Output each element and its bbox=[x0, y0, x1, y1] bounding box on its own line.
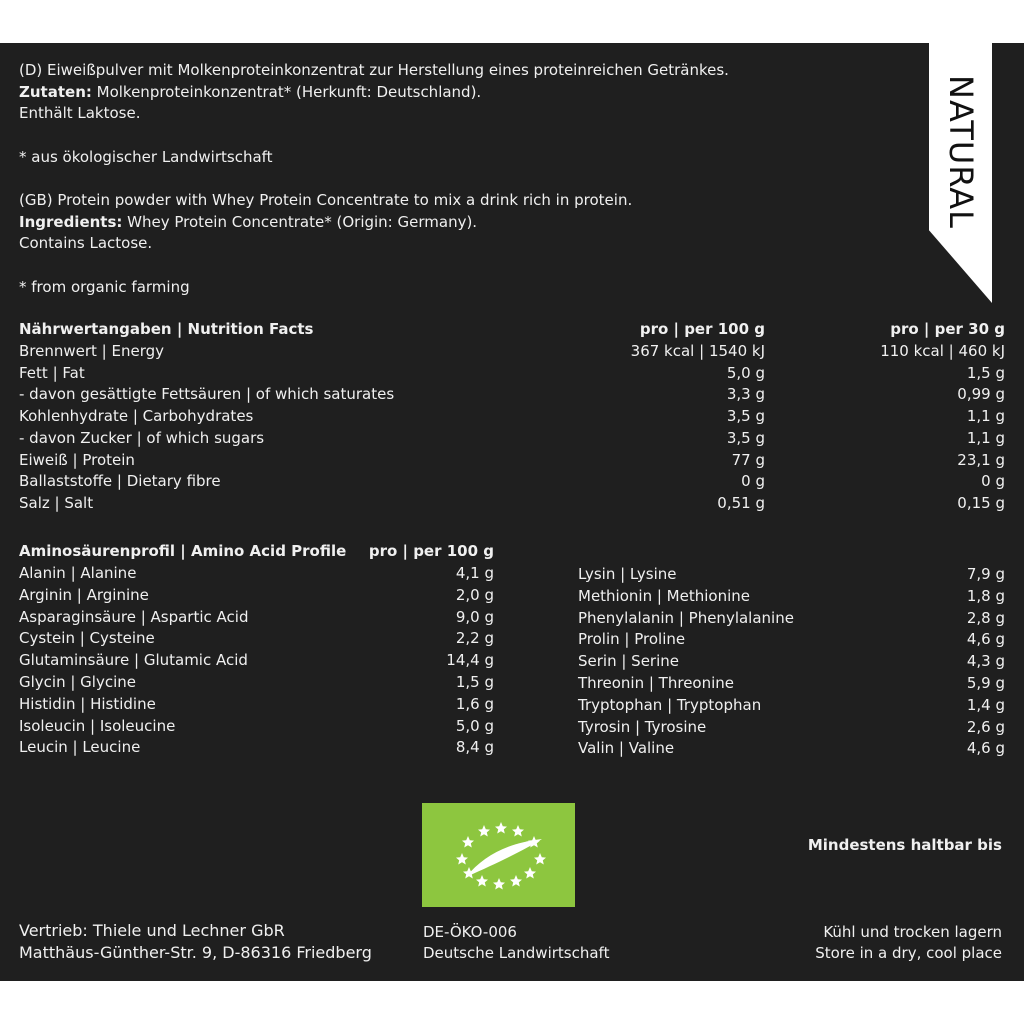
amino-row-label: Leucin | Leucine bbox=[19, 738, 141, 757]
de-ingredients-text: Molkenproteinkonzentrat* (Herkunft: Deutschland). bbox=[91, 83, 482, 101]
best-before-label: Mindestens haltbar bis bbox=[807, 836, 1002, 854]
gb-description: (GB) Protein powder with Whey Protein Concentrate to mix a drink rich in protein. bbox=[19, 191, 633, 209]
amino-row-value: 14,4 g bbox=[446, 651, 494, 670]
amino-row-value: 4,6 g bbox=[966, 739, 1005, 758]
amino-row-label: Arginin | Arginine bbox=[19, 585, 149, 604]
nutrition-row-label: Eiweiß | Protein bbox=[19, 450, 135, 469]
nutrition-row-per100: 3,5 g bbox=[726, 407, 765, 426]
amino-row-label: Tryptophan | Tryptophan bbox=[578, 695, 762, 714]
amino-row-value: 4,6 g bbox=[966, 630, 1005, 649]
amino-row-label: Methionin | Methionine bbox=[578, 586, 750, 605]
eco-origin: Deutsche Landwirtschaft bbox=[423, 944, 610, 962]
nutrition-row-per30: 23,1 g bbox=[957, 450, 1005, 469]
amino-row-value: 1,8 g bbox=[966, 586, 1005, 605]
eu-organic-logo bbox=[422, 803, 575, 907]
amino-row-value: 7,9 g bbox=[966, 565, 1005, 583]
nutrition-row bbox=[19, 427, 1005, 449]
amino-row bbox=[578, 672, 1005, 694]
amino-row-label: Histidin | Histidine bbox=[19, 694, 156, 713]
amino-row-value: 1,5 g bbox=[455, 673, 494, 691]
amino-row bbox=[578, 694, 1005, 716]
gb-ingredients-text: Whey Protein Concentrate* (Origin: Germany). bbox=[122, 213, 478, 231]
nutrition-header-per100: pro | per 100 g bbox=[639, 320, 765, 338]
amino-row bbox=[578, 737, 1005, 759]
amino-row-value: 2,0 g bbox=[455, 585, 494, 604]
nutrition-row bbox=[19, 470, 1005, 492]
nutrition-row-per30: 1,5 g bbox=[966, 363, 1005, 382]
amino-row-label: Cystein | Cysteine bbox=[19, 629, 155, 648]
amino-row bbox=[578, 585, 1005, 607]
amino-row-label: Valin | Valine bbox=[578, 739, 675, 758]
eco-control-code: DE-ÖKO-006 bbox=[423, 923, 517, 941]
amino-row-label: Isoleucin | Isoleucine bbox=[19, 716, 176, 735]
nutrition-row-label: Brennwert | Energy bbox=[19, 342, 165, 360]
gb-ingredients-label: Ingredients: bbox=[19, 213, 123, 231]
eu-organic-leaf-icon bbox=[422, 803, 575, 907]
nutrition-row-per30: 1,1 g bbox=[966, 428, 1005, 447]
nutrition-row-label: - davon Zucker | of which sugars bbox=[19, 428, 265, 447]
de-organic-note: * aus ökologischer Landwirtschaft bbox=[19, 148, 273, 166]
nutrition-header-per30: pro | per 30 g bbox=[890, 320, 1005, 338]
amino-row-label: Glutaminsäure | Glutamic Acid bbox=[19, 651, 248, 670]
amino-header-per100: pro | per 100 g bbox=[368, 542, 494, 560]
amino-row-value: 5,9 g bbox=[966, 674, 1005, 692]
nutrition-row bbox=[19, 449, 1005, 471]
amino-row bbox=[19, 627, 494, 649]
nutrition-row-per100: 77 g bbox=[731, 450, 765, 469]
amino-row-value: 4,1 g bbox=[455, 564, 494, 582]
storage-de: Kühl und trocken lagern bbox=[823, 923, 1002, 941]
amino-row bbox=[19, 562, 494, 584]
amino-row-label: Threonin | Threonine bbox=[578, 674, 735, 692]
nutrition-row-label: Ballaststoffe | Dietary fibre bbox=[19, 472, 221, 491]
amino-row-value: 4,3 g bbox=[966, 652, 1005, 671]
gb-ingredients bbox=[19, 211, 477, 233]
amino-row-label: Serin | Serine bbox=[578, 652, 680, 671]
de-lactose-note: Enthält Laktose. bbox=[19, 104, 141, 122]
nutrition-header-label: Nährwertangaben | Nutrition Facts bbox=[19, 320, 314, 338]
amino-row bbox=[578, 607, 1005, 629]
nutrition-row-per30: 0,15 g bbox=[957, 493, 1005, 512]
amino-row-label: Phenylalanin | Phenylalanine bbox=[578, 608, 794, 627]
amino-row bbox=[19, 671, 494, 693]
de-description: (D) Eiweißpulver mit Molkenproteinkonzentrat zur Herstellung eines proteinreichen Getränkes. bbox=[19, 61, 729, 79]
nutrition-row-per100: 0 g bbox=[741, 472, 765, 491]
amino-row bbox=[19, 606, 494, 628]
nutrition-row-per100: 3,5 g bbox=[726, 428, 765, 447]
gb-organic-note: * from organic farming bbox=[19, 278, 190, 296]
nutrition-row-label: Salz | Salt bbox=[19, 493, 94, 512]
de-ingredients-label: Zutaten: bbox=[19, 83, 92, 101]
nutrition-row bbox=[19, 340, 1005, 362]
amino-row-value: 8,4 g bbox=[455, 738, 494, 757]
nutrition-row bbox=[19, 405, 1005, 427]
nutrition-row-per30: 110 kcal | 460 kJ bbox=[880, 342, 1005, 360]
nutrition-row-label: Fett | Fat bbox=[19, 363, 85, 382]
amino-row bbox=[19, 693, 494, 715]
amino-row-value: 2,2 g bbox=[455, 629, 494, 648]
nutrition-row-label: Kohlenhydrate | Carbohydrates bbox=[19, 407, 254, 426]
amino-row bbox=[578, 563, 1005, 585]
amino-row-value: 2,8 g bbox=[966, 608, 1005, 627]
nutrition-row bbox=[19, 362, 1005, 384]
nutrition-row-per100: 3,3 g bbox=[726, 385, 765, 404]
variant-name: NATURAL bbox=[941, 75, 980, 229]
distributor-line-2: Matthäus-Günther-Str. 9, D-86316 Friedberg bbox=[19, 943, 372, 962]
amino-row-label: Lysin | Lysine bbox=[578, 565, 677, 583]
variant-tag-text-wrap bbox=[923, 62, 998, 242]
amino-row-value: 2,6 g bbox=[966, 717, 1005, 736]
amino-row bbox=[578, 716, 1005, 738]
nutrition-row-per30: 0 g bbox=[981, 472, 1005, 491]
amino-row bbox=[19, 736, 494, 758]
amino-row bbox=[19, 715, 494, 737]
nutrition-row bbox=[19, 492, 1005, 514]
amino-row bbox=[578, 650, 1005, 672]
amino-row bbox=[578, 628, 1005, 650]
amino-row bbox=[19, 584, 494, 606]
de-ingredients bbox=[19, 81, 481, 103]
amino-row-label: Glycin | Glycine bbox=[19, 673, 136, 691]
amino-row-label: Asparaginsäure | Aspartic Acid bbox=[19, 607, 249, 626]
nutrition-row-per100: 367 kcal | 1540 kJ bbox=[630, 342, 765, 360]
amino-header-label: Aminosäurenprofil | Amino Acid Profile bbox=[19, 542, 347, 560]
nutrition-row bbox=[19, 383, 1005, 405]
gb-lactose-note: Contains Lactose. bbox=[19, 234, 153, 252]
nutrition-row-per100: 5,0 g bbox=[726, 363, 765, 382]
amino-header bbox=[19, 540, 494, 562]
nutrition-row-label: - davon gesättigte Fettsäuren | of which saturates bbox=[19, 385, 395, 404]
product-label bbox=[0, 43, 1024, 981]
amino-row-value: 9,0 g bbox=[455, 607, 494, 626]
storage-en: Store in a dry, cool place bbox=[815, 944, 1002, 962]
amino-row bbox=[19, 649, 494, 671]
nutrition-row-per100: 0,51 g bbox=[717, 493, 765, 512]
amino-row-value: 1,4 g bbox=[966, 695, 1005, 714]
amino-row-label: Tyrosin | Tyrosine bbox=[578, 717, 707, 736]
amino-row-value: 1,6 g bbox=[455, 694, 494, 713]
nutrition-row-per30: 1,1 g bbox=[966, 407, 1005, 426]
amino-row-label: Alanin | Alanine bbox=[19, 564, 137, 582]
nutrition-header bbox=[19, 318, 1005, 340]
distributor-line-1: Vertrieb: Thiele und Lechner GbR bbox=[19, 921, 285, 940]
amino-row-value: 5,0 g bbox=[455, 716, 494, 735]
amino-row-label: Prolin | Proline bbox=[578, 630, 686, 649]
nutrition-row-per30: 0,99 g bbox=[957, 385, 1005, 404]
